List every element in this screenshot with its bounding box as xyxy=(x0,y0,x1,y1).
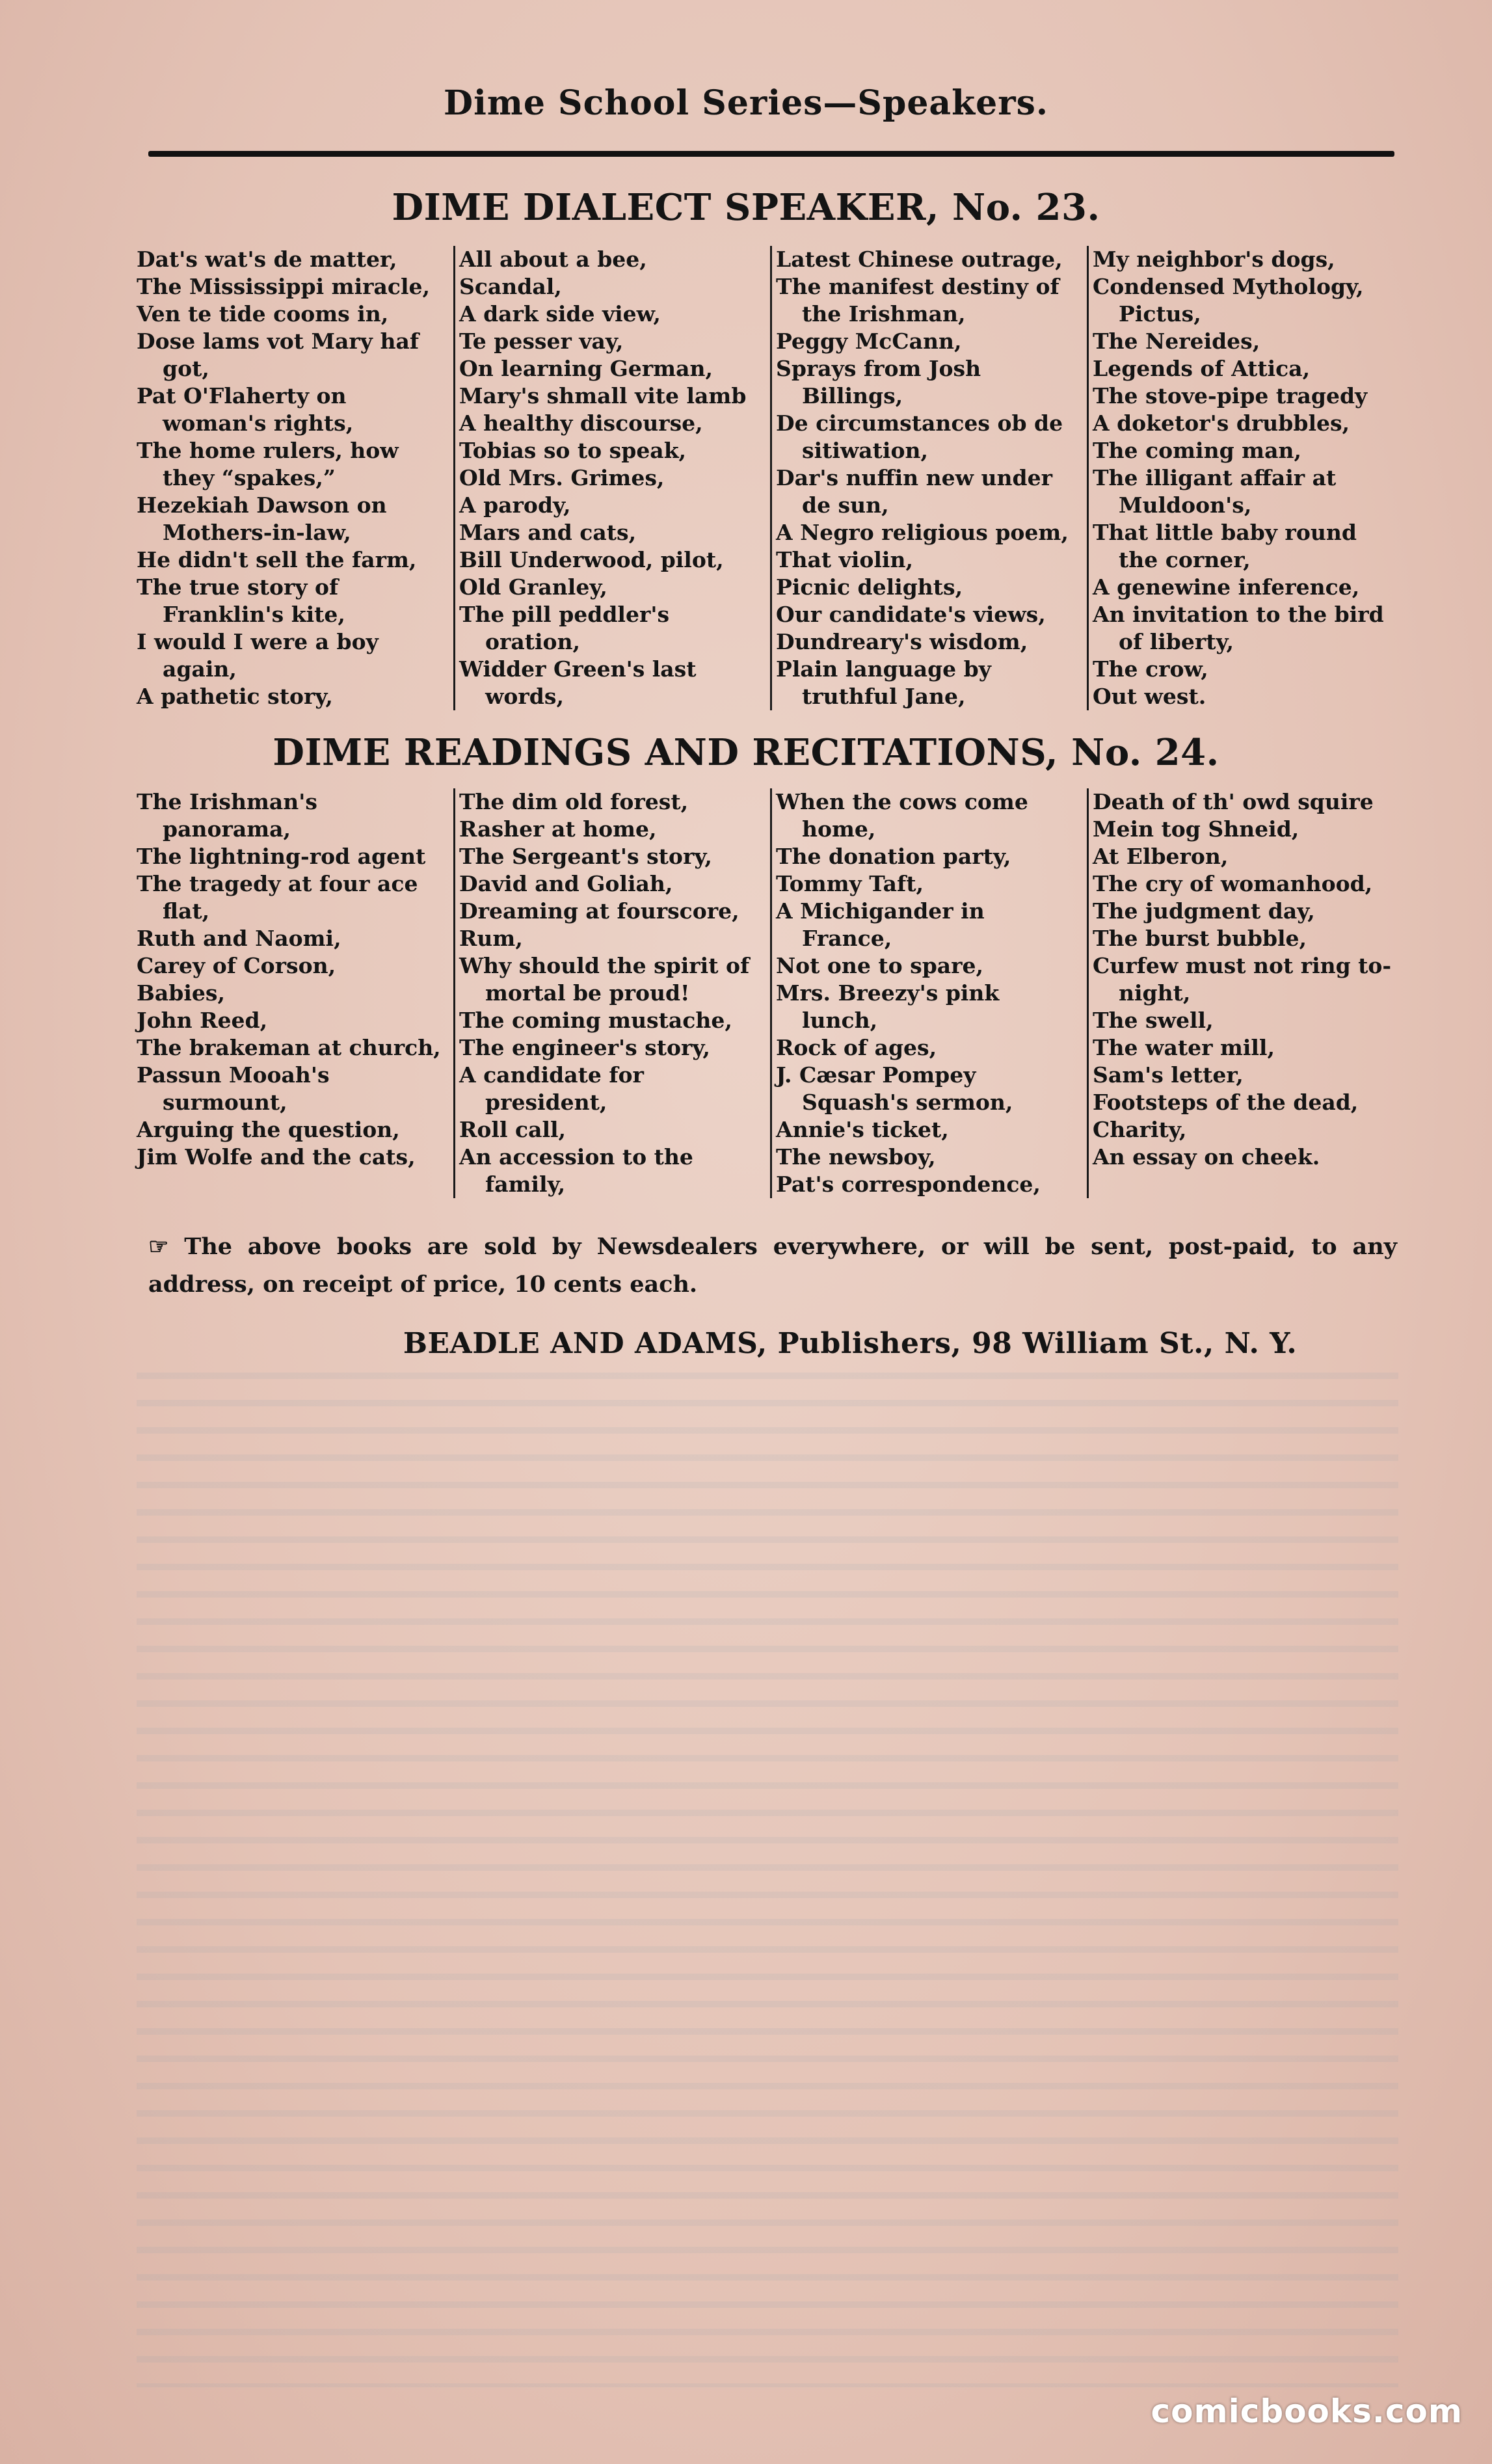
list-item: Old Mrs. Grimes, xyxy=(459,465,665,490)
list-item: Rasher at home, xyxy=(459,816,657,842)
list-item: Annie's ticket, xyxy=(776,1117,949,1142)
list-item: Sam's letter, xyxy=(1093,1062,1244,1088)
list-item: The crow, xyxy=(1093,656,1208,682)
list-item: All about a bee, xyxy=(459,247,647,272)
list-item: Death of th' owd squire xyxy=(1093,789,1374,814)
list-item: Jim Wolfe and the cats, xyxy=(137,1144,416,1170)
list-item: The coming mustache, xyxy=(459,1008,732,1033)
list-item: Passun Mooah's surmount, xyxy=(137,1062,330,1115)
list-item: Curfew must not ring to-night, xyxy=(1093,953,1392,1006)
watermark: comicbooks.com xyxy=(1151,2392,1463,2430)
list-item: The Nereides, xyxy=(1093,328,1260,354)
list-item: Legends of Attica, xyxy=(1093,356,1311,381)
list-item: Carey of Corson, xyxy=(137,953,336,978)
readings-recitations-column xyxy=(137,788,453,1198)
list-item: Mary's shmall vite lamb xyxy=(459,383,747,408)
list-item: Dar's nuffin new under de sun, xyxy=(776,465,1052,518)
list-item: Dose lams vot Mary haf got, xyxy=(137,328,420,381)
list-item: A dark side view, xyxy=(459,301,661,327)
dialect-speaker-column xyxy=(770,246,1087,710)
list-item: Not one to spare, xyxy=(776,953,984,978)
list-item: A Michigander in France, xyxy=(776,898,985,951)
list-item: A doketor's drubbles, xyxy=(1093,410,1350,436)
list-item: Latest Chinese outrage, xyxy=(776,247,1063,272)
list-item: On learning German, xyxy=(459,356,713,381)
list-item: Old Granley, xyxy=(459,574,607,600)
list-item: At Elberon, xyxy=(1093,844,1229,869)
list-item: Roll call, xyxy=(459,1117,566,1142)
list-item: Peggy McCann, xyxy=(776,328,962,354)
list-item: Rock of ages, xyxy=(776,1035,937,1060)
list-item: An accession to the family, xyxy=(459,1144,693,1197)
list-item: Pat O'Flaherty on woman's rights, xyxy=(137,383,354,436)
list-item: Plain language by truthful Jane, xyxy=(776,656,991,709)
list-item: That little baby round the corner, xyxy=(1093,520,1357,572)
header-rule xyxy=(148,151,1394,157)
list-item: The Sergeant's story, xyxy=(459,844,712,869)
list-item: The engineer's story, xyxy=(459,1035,710,1060)
list-item: Dat's wat's de matter, xyxy=(137,247,397,272)
list-item: J. Cæsar Pompey Squash's sermon, xyxy=(776,1062,1013,1115)
list-item: Sprays from Josh Billings, xyxy=(776,356,981,408)
list-item: The manifest destiny of the Irishman, xyxy=(776,274,1059,327)
list-item: Arguing the question, xyxy=(137,1117,400,1142)
list-item: Why should the spirit of mortal be proud! xyxy=(459,953,750,1006)
list-item: A pathetic story, xyxy=(137,684,333,709)
list-item: The judgment day, xyxy=(1093,898,1315,924)
list-item: Charity, xyxy=(1093,1117,1187,1142)
list-item: That violin, xyxy=(776,547,913,572)
list-item: An invitation to the bird of liberty, xyxy=(1093,602,1384,654)
list-item: De circumstances ob de sitiwation, xyxy=(776,410,1063,463)
list-item: A parody, xyxy=(459,492,571,518)
list-item: Te pesser vay, xyxy=(459,328,624,354)
list-item: Bill Underwood, pilot, xyxy=(459,547,724,572)
list-item: Widder Green's last words, xyxy=(459,656,697,709)
publisher-line: BEADLE AND ADAMS, Publishers, 98 William St., N. Y. xyxy=(403,1327,1298,1360)
list-item: The newsboy, xyxy=(776,1144,936,1170)
show-through-texture xyxy=(137,1373,1398,2387)
list-item: Mein tog Shneid, xyxy=(1093,816,1299,842)
readings-recitations-column xyxy=(1087,788,1404,1198)
list-item: A healthy discourse, xyxy=(459,410,703,436)
list-item: Mrs. Breezy's pink lunch, xyxy=(776,980,1000,1033)
list-item: The donation party, xyxy=(776,844,1011,869)
list-item: The illigant affair at Muldoon's, xyxy=(1093,465,1337,518)
list-item: The stove-pipe tragedy xyxy=(1093,383,1368,408)
list-item: An essay on cheek. xyxy=(1093,1144,1320,1170)
list-item: Mars and cats, xyxy=(459,520,637,545)
list-item: Hezekiah Dawson on Mothers-in-law, xyxy=(137,492,387,545)
list-item: The true story of Franklin's kite, xyxy=(137,574,345,627)
list-item: When the cows come home, xyxy=(776,789,1028,842)
list-item: The dim old forest, xyxy=(459,789,689,814)
dialect-speaker-column xyxy=(1087,246,1404,710)
list-item: Pat's correspondence, xyxy=(776,1172,1041,1197)
list-item: I would I were a boy again, xyxy=(137,629,379,682)
list-item: David and Goliah, xyxy=(459,871,673,896)
list-item: The pill peddler's oration, xyxy=(459,602,670,654)
list-item: Condensed Mythology, Pictus, xyxy=(1093,274,1364,327)
list-item: The brakeman at church, xyxy=(137,1035,441,1060)
list-item: The water mill, xyxy=(1093,1035,1275,1060)
list-item: Tobias so to speak, xyxy=(459,438,687,463)
list-item: Out west. xyxy=(1093,684,1206,709)
ordering-notice: ☞ The above books are sold by Newsdealers everywhere, or will be sent, post-paid, to any address, on receipt of price, 10 cents each. xyxy=(148,1233,1397,1298)
list-item: The coming man, xyxy=(1093,438,1301,463)
list-item: Tommy Taft, xyxy=(776,871,924,896)
readings-columns xyxy=(137,788,1405,1198)
list-item: The cry of womanhood, xyxy=(1093,871,1373,896)
list-item: Ven te tide cooms in, xyxy=(137,301,389,327)
list-item: Dreaming at fourscore, xyxy=(459,898,739,924)
list-item: The burst bubble, xyxy=(1093,926,1307,951)
list-item: Dundreary's wisdom, xyxy=(776,629,1028,654)
list-item: A genewine inference, xyxy=(1093,574,1360,600)
list-item: Ruth and Naomi, xyxy=(137,926,341,951)
list-item: The lightning-rod agent xyxy=(137,844,426,869)
list-item: A Negro religious poem, xyxy=(776,520,1069,545)
list-item: John Reed, xyxy=(137,1008,268,1033)
readings-title: DIME READINGS AND RECITATIONS, No. 24. xyxy=(273,731,1219,774)
list-item: Our candidate's views, xyxy=(776,602,1046,627)
list-item: The Irishman's panorama, xyxy=(137,789,317,842)
list-item: My neighbor's dogs, xyxy=(1093,247,1335,272)
list-item: The Mississippi miracle, xyxy=(137,274,430,299)
list-item: Scandal, xyxy=(459,274,562,299)
dialect-speaker-columns xyxy=(137,246,1405,710)
list-item: Babies, xyxy=(137,980,225,1006)
readings-recitations-column xyxy=(770,788,1087,1198)
list-item: The tragedy at four ace flat, xyxy=(137,871,418,924)
list-item: Rum, xyxy=(459,926,523,951)
list-item: The swell, xyxy=(1093,1008,1214,1033)
list-item: Picnic delights, xyxy=(776,574,963,600)
dialect-speaker-column xyxy=(453,246,770,710)
series-header: Dime School Series—Speakers. xyxy=(443,83,1049,123)
readings-recitations-column xyxy=(453,788,770,1198)
list-item: A candidate for president, xyxy=(459,1062,644,1115)
list-item: He didn't sell the farm, xyxy=(137,547,417,572)
list-item: The home rulers, how they “spakes,” xyxy=(137,438,399,490)
list-item: Footsteps of the dead, xyxy=(1093,1090,1359,1115)
dialect-speaker-column xyxy=(137,246,453,710)
dialect-speaker-title: DIME DIALECT SPEAKER, No. 23. xyxy=(392,186,1100,229)
